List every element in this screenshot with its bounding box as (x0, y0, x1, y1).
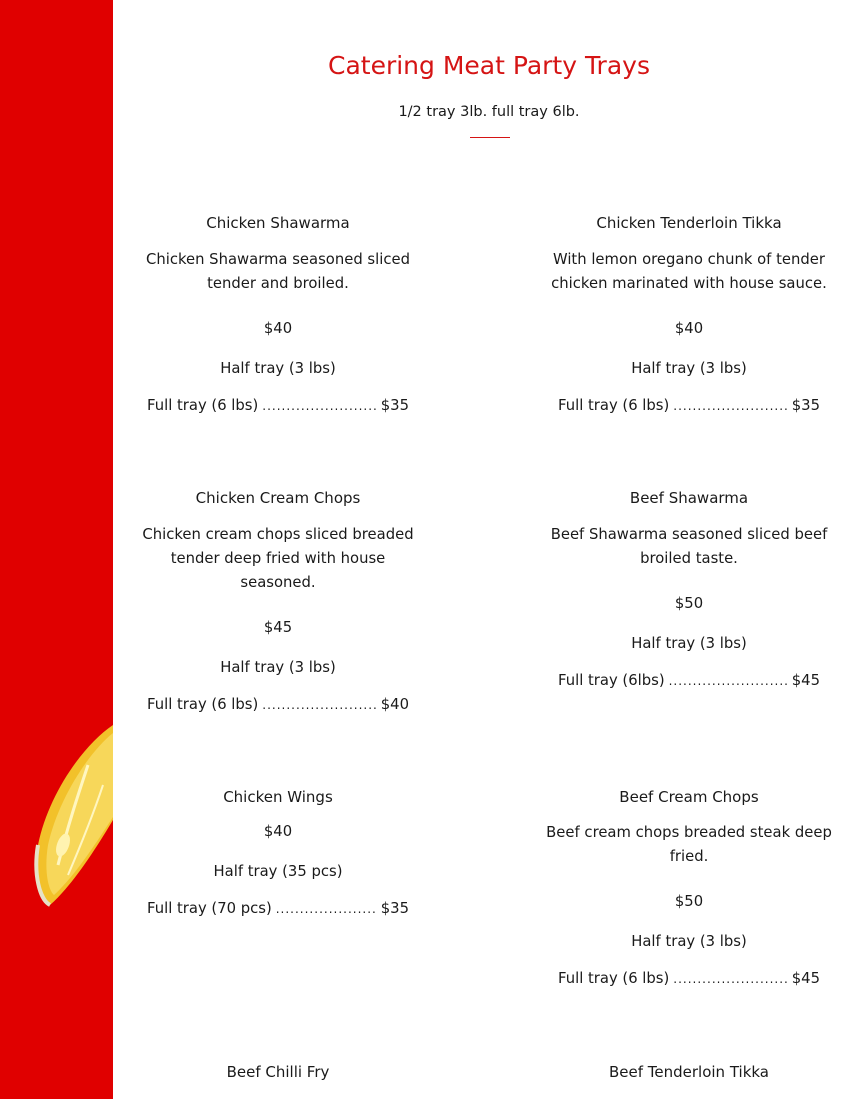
item-description: Chicken Shawarma seasoned sliced tender and broiled. (146, 251, 410, 292)
full-tray-price: $35 (791, 397, 820, 414)
half-tray-label: Half tray (3 lbs) (631, 360, 747, 377)
full-tray-price: $45 (791, 672, 820, 689)
full-tray-label: Full tray (70 pcs) (147, 900, 272, 917)
half-tray-label: Half tray (3 lbs) (631, 635, 747, 652)
full-tray-label: Full tray (6 lbs) (147, 397, 259, 414)
item-price: $50 (674, 893, 704, 910)
full-tray-label: Full tray (6 lbs) (558, 970, 670, 987)
full-tray-row (147, 694, 409, 716)
lemon-wedge-image (28, 725, 113, 910)
dot-leader (669, 670, 788, 692)
item-description: Beef Shawarma seasoned sliced beef broiled taste. (550, 526, 828, 567)
menu-item (133, 1061, 423, 1083)
menu-item (133, 212, 423, 417)
item-price: $40 (263, 320, 293, 337)
item-price: $45 (263, 619, 293, 636)
dot-leader (262, 395, 376, 417)
half-tray-label: Half tray (35 pcs) (213, 863, 343, 880)
full-tray-label: Full tray (6lbs) (558, 672, 665, 689)
menu-item (544, 1061, 834, 1083)
half-tray-label: Half tray (3 lbs) (220, 659, 336, 676)
page-title: Catering Meat Party Trays (328, 51, 650, 80)
item-name: Chicken Wings (223, 788, 333, 806)
item-price: $50 (674, 595, 704, 612)
item-description: With lemon oregano chunk of tender chicken marinated with house sauce. (551, 251, 827, 292)
half-tray-label: Half tray (3 lbs) (220, 360, 336, 377)
full-tray-row (558, 395, 820, 417)
item-description: Beef cream chops breaded steak deep fried. (546, 824, 832, 865)
menu-item (544, 212, 834, 417)
item-name: Chicken Shawarma (206, 214, 350, 232)
full-tray-price: $35 (380, 900, 409, 917)
menu-item (544, 786, 834, 990)
item-name: Chicken Tenderloin Tikka (596, 214, 782, 232)
title-divider (470, 137, 510, 138)
dot-leader (673, 395, 787, 417)
red-sidebar (0, 0, 113, 1099)
dot-leader (276, 898, 377, 920)
full-tray-label: Full tray (6 lbs) (558, 397, 670, 414)
half-tray-label: Half tray (3 lbs) (631, 933, 747, 950)
menu-item (544, 487, 834, 692)
full-tray-row (147, 898, 409, 920)
item-name: Beef Tenderloin Tikka (608, 1063, 770, 1081)
item-price: $40 (674, 320, 704, 337)
dot-leader (262, 694, 376, 716)
full-tray-price: $40 (380, 696, 409, 713)
item-name: Chicken Cream Chops (195, 489, 361, 507)
menu-item (133, 786, 423, 920)
item-description: Chicken cream chops sliced breaded tender deep fried with house seasoned. (142, 526, 414, 591)
full-tray-row (558, 670, 820, 692)
item-price: $40 (263, 823, 293, 840)
full-tray-row (147, 395, 409, 417)
page-subtitle: 1/2 tray 3lb. full tray 6lb. (398, 104, 580, 120)
full-tray-label: Full tray (6 lbs) (147, 696, 259, 713)
item-name: Beef Cream Chops (619, 788, 759, 806)
full-tray-price: $45 (791, 970, 820, 987)
full-tray-price: $35 (380, 397, 409, 414)
menu-item (133, 487, 423, 716)
item-name: Beef Shawarma (629, 489, 749, 507)
item-name: Beef Chilli Fry (226, 1063, 330, 1081)
full-tray-row (558, 968, 820, 990)
dot-leader (673, 968, 787, 990)
